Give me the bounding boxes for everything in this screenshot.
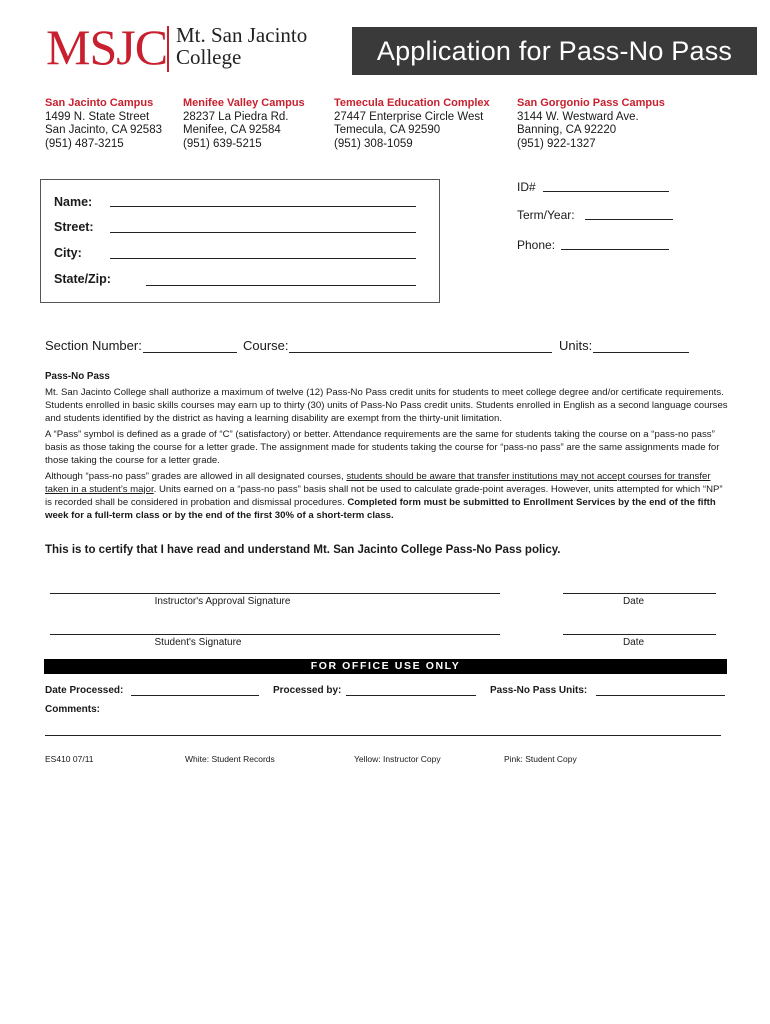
campus-address: 1499 N. State Street — [45, 110, 150, 123]
date-processed-label: Date Processed: — [45, 685, 124, 696]
campus-san-gorgonio — [517, 97, 665, 151]
college-logo-mark: MSJC — [46, 19, 168, 75]
campus-city: Menifee, CA 92584 — [183, 124, 281, 136]
statezip-field[interactable] — [146, 285, 416, 286]
name-field[interactable] — [110, 206, 416, 207]
units-field[interactable] — [593, 352, 689, 353]
id-field[interactable] — [543, 191, 669, 192]
student-signature-label: Student's Signature — [154, 637, 242, 648]
instructor-date-field[interactable] — [563, 593, 716, 594]
campus-city: Banning, CA 92220 — [517, 124, 617, 136]
pink-copy-note: Pink: Student Copy — [504, 754, 577, 764]
pass-no-pass-units-field[interactable] — [596, 695, 725, 696]
college-name-line2: College — [176, 45, 242, 69]
statezip-label: State/Zip: — [54, 272, 111, 286]
processed-by-field[interactable] — [346, 695, 476, 696]
office-use-banner: FOR OFFICE USE ONLY — [44, 659, 727, 674]
name-label: Name: — [54, 195, 93, 209]
city-label: City: — [54, 246, 82, 260]
campus-city: Temecula, CA 92590 — [334, 124, 441, 136]
campus-temecula — [334, 97, 490, 151]
instructor-date-label: Date — [622, 596, 645, 607]
campus-phone: (951) 639-5215 — [183, 137, 262, 150]
phone-field[interactable] — [561, 249, 669, 250]
campus-address: 28237 La Piedra Rd. — [183, 110, 289, 123]
street-field[interactable] — [110, 232, 416, 233]
policy-paragraph-3-start: Although “pass-no pass” grades are allowed in all designated courses, — [45, 471, 347, 482]
comments-field[interactable] — [45, 735, 721, 736]
logo-divider — [167, 26, 169, 72]
policy-transfer-warning: students should be aware that transfer institutions may not accept courses for transfer taken in a student’s major — [45, 471, 711, 495]
policy-deadline-note: Completed form must be submitted to Enrollment Services by the end of the fifth week for a full-term class or by the end of the first 30% of a short-term class. — [45, 497, 716, 521]
campus-city: San Jacinto, CA 92583 — [45, 124, 162, 136]
policy-body — [45, 386, 729, 525]
form-code: ES410 07/11 — [45, 754, 94, 764]
pass-no-pass-units-label: Pass-No Pass Units: — [490, 685, 588, 696]
policy-paragraph-3 — [45, 470, 729, 522]
id-label: ID# — [517, 180, 536, 194]
certify-statement: This is to certify that I have read and understand Mt. San Jacinto College Pass-No Pass policy. — [45, 544, 561, 556]
term-year-label: Term/Year: — [517, 208, 575, 222]
campus-address: 27447 Enterprise Circle West — [334, 110, 484, 123]
instructor-signature-label: Instructor's Approval Signature — [154, 596, 291, 607]
campus-menifee — [183, 97, 305, 151]
student-signature-field[interactable] — [50, 634, 500, 635]
section-number-label: Section Number: — [45, 338, 142, 353]
campus-name: San Gorgonio Pass Campus — [517, 97, 665, 109]
campus-phone: (951) 922-1327 — [517, 137, 596, 150]
yellow-copy-note: Yellow: Instructor Copy — [354, 754, 441, 764]
student-date-field[interactable] — [563, 634, 716, 635]
instructor-signature-field[interactable] — [50, 593, 500, 594]
campus-phone: (951) 487-3215 — [45, 137, 124, 150]
street-label: Street: — [54, 220, 94, 234]
policy-paragraph-1: Mt. San Jacinto College shall authorize a maximum of twelve (12) Pass-No Pass credit units for students to meet college degree and/or certificate requirements. Students enrolled in basic skills courses may earn up to thirty (30) units of Pass-No Pass credit units. Students enrolled in English as a second language courses and students identified by the district as having a learning disability are exempt from the thirty-unit limitation. — [45, 387, 728, 424]
comments-label: Comments: — [45, 704, 101, 715]
section-number-field[interactable] — [143, 352, 237, 353]
policy-paragraph-2: A “Pass” symbol is defined as a grade of “C” (satisfactory) or better. Attendance requirements are the same for students taking the course on a “pass-no pass” basis as those taking the course for a letter grade. The assignment made for students taking the course for “pass-no pass” are the same assignments made for those taking the course for a letter grade. — [45, 429, 720, 466]
course-label: Course: — [243, 338, 289, 353]
processed-by-label: Processed by: — [273, 685, 342, 696]
form-title: Application for Pass-No Pass — [352, 27, 757, 75]
campus-san-jacinto — [45, 97, 162, 151]
course-field[interactable] — [289, 352, 552, 353]
city-field[interactable] — [110, 258, 416, 259]
term-year-field[interactable] — [585, 219, 673, 220]
campus-address: 3144 W. Westward Ave. — [517, 110, 639, 123]
campus-name: San Jacinto Campus — [45, 97, 154, 109]
campus-name: Menifee Valley Campus — [183, 97, 305, 109]
phone-label: Phone: — [517, 238, 556, 252]
date-processed-field[interactable] — [131, 695, 259, 696]
units-label: Units: — [559, 338, 593, 353]
white-copy-note: White: Student Records — [185, 754, 275, 764]
policy-paragraph-3-mid: . Units earned on a “pass-no pass” basis shall not be used to calculate grade-point averages. However, units attempted for which “NP” is recorded shall be considered in probation and dismissal procedures. — [45, 484, 723, 508]
college-name-line1: Mt. San Jacinto — [176, 23, 308, 47]
campus-phone: (951) 308-1059 — [334, 137, 413, 150]
campus-name: Temecula Education Complex — [334, 97, 490, 109]
policy-heading: Pass-No Pass — [45, 371, 110, 382]
college-name — [176, 24, 307, 68]
student-date-label: Date — [622, 637, 645, 648]
